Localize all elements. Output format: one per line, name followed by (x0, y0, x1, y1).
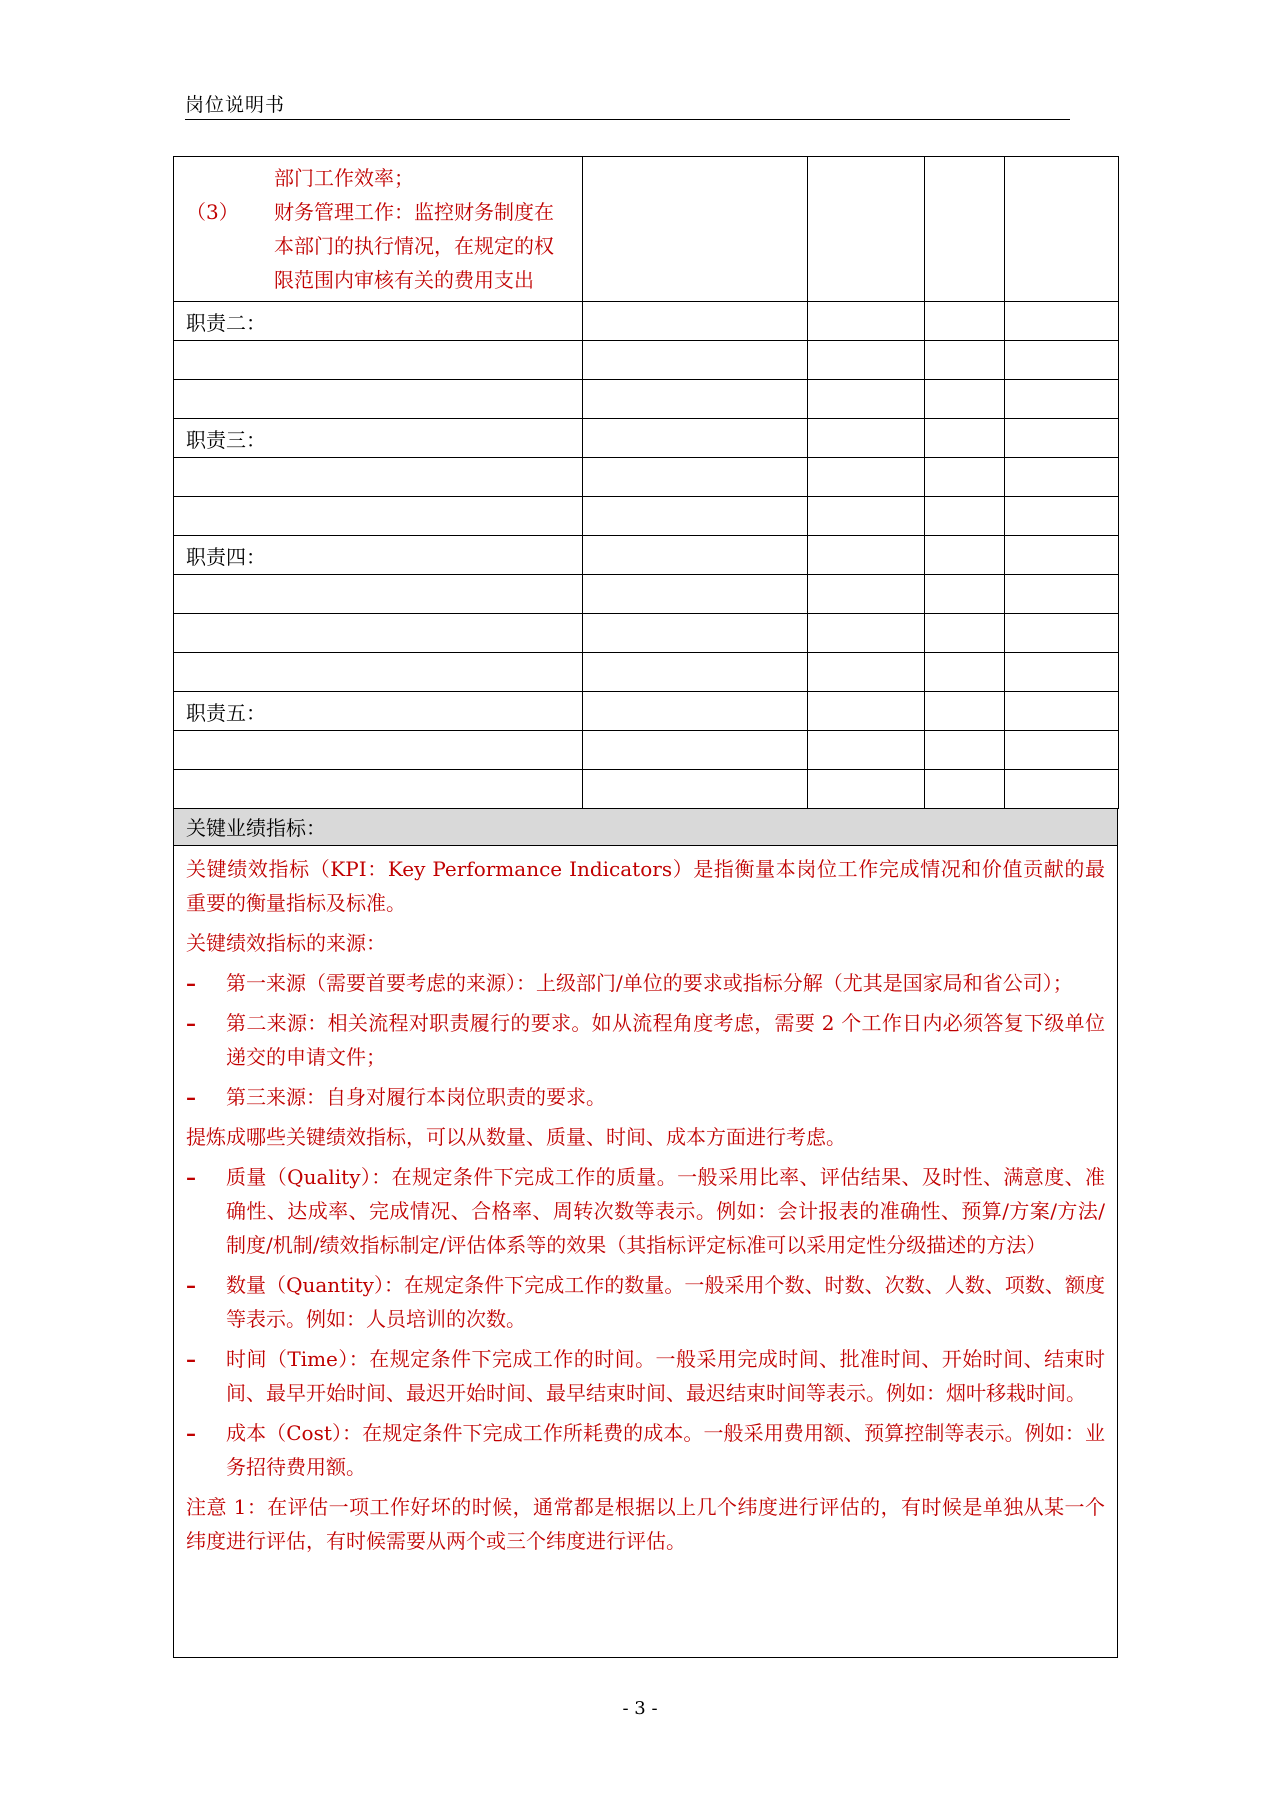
page-number: - 3 - (622, 1698, 658, 1719)
dimension-cost: 成本（Cost）：在规定条件下完成工作所耗费的成本。一般采用费用额、预算控制等表示。例如：业务招待费用额。 (226, 1421, 1105, 1479)
source-2: 第二来源：相关流程对职责履行的要求。如从流程角度考虑，需要 2 个工作日内必须答复下级单位递交的申请文件； (226, 1011, 1105, 1069)
dash-bullet-icon: – (186, 1273, 196, 1297)
duty1-line-3: 本部门的执行情况，在规定的权 (274, 234, 554, 258)
source-1: 第一来源（需要首要考虑的来源）：上级部门/单位的要求或指标分解（尤其是国家局和省公司）； (226, 971, 1073, 995)
header-divider (185, 119, 1070, 120)
table-row (174, 770, 1119, 809)
dimension-quality: 质量（Quality）：在规定条件下完成工作的质量。一般采用比率、评估结果、及时性、满意度、准确性、达成率、完成情况、合格率、周转次数等表示。例如：会计报表的准确性、预算/方案/方法/制度/机制/绩效指标制定/评估体系等的效果（其指标评定标准可以采用定性分级描述的方法） (226, 1165, 1105, 1257)
duty5-label: 职责五： (174, 692, 583, 731)
list-item (186, 1006, 1105, 1074)
kpi-body (174, 846, 1117, 1558)
table-row (174, 575, 1119, 614)
dash-bullet-icon: – (186, 1085, 196, 1109)
duty1-line-2: 财务管理工作：监控财务制度在 (274, 200, 554, 224)
table-row (174, 536, 1119, 575)
duty-table (173, 156, 1119, 809)
source-3: 第三来源：自身对履行本岗位职责的要求。 (226, 1085, 606, 1109)
duty2-label: 职责二： (174, 302, 583, 341)
table-row (174, 692, 1119, 731)
dash-bullet-icon: – (186, 1421, 196, 1445)
kpi-section (173, 808, 1118, 1658)
list-item (186, 1080, 1105, 1114)
table-row (174, 341, 1119, 380)
table-row (174, 380, 1119, 419)
list-item (186, 1268, 1105, 1336)
table-row (174, 419, 1119, 458)
blank-cell (925, 157, 1005, 302)
list-item (186, 1416, 1105, 1484)
dash-bullet-icon: – (186, 1347, 196, 1371)
duty4-label: 职责四： (174, 536, 583, 575)
dash-bullet-icon: – (186, 1011, 196, 1035)
kpi-refine-text: 提炼成哪些关键绩效指标，可以从数量、质量、时间、成本方面进行考虑。 (186, 1125, 846, 1149)
duty1-detail-cell (174, 157, 583, 302)
dash-bullet-icon: – (186, 1165, 196, 1189)
dimension-time: 时间（Time）：在规定条件下完成工作的时间。一般采用完成时间、批准时间、开始时间、结束时间、最早开始时间、最迟开始时间、最早结束时间、最迟结束时间等表示。例如：烟叶移栽时间。 (226, 1347, 1105, 1405)
duty1-line-4: 限范围内审核有关的费用支出 (274, 268, 534, 292)
table-row (174, 458, 1119, 497)
blank-cell (583, 157, 808, 302)
blank-cell (1005, 157, 1119, 302)
table-row (174, 614, 1119, 653)
list-item (186, 966, 1105, 1000)
item-number: （3） (186, 200, 239, 224)
table-row (174, 653, 1119, 692)
document-header-title: 岗位说明书 (185, 94, 286, 116)
table-row (174, 497, 1119, 536)
kpi-sources-title: 关键绩效指标的来源： (186, 931, 386, 955)
duty1-line-1: 部门工作效率； (274, 166, 414, 190)
dimension-quantity: 数量（Quantity）：在规定条件下完成工作的数量。一般采用个数、时数、次数、人数、项数、额度等表示。例如：人员培训的次数。 (226, 1273, 1105, 1331)
kpi-intro: 关键绩效指标（KPI：Key Performance Indicators）是指衡量本岗位工作完成情况和价值贡献的最重要的衡量指标及标准。 (186, 857, 1105, 915)
kpi-heading: 关键业绩指标： (174, 808, 1117, 846)
list-item (186, 1342, 1105, 1410)
kpi-note: 注意 1：在评估一项工作好坏的时候，通常都是根据以上几个纬度进行评估的，有时候是单独从某一个纬度进行评估，有时候需要从两个或三个纬度进行评估。 (186, 1495, 1105, 1553)
table-row (174, 157, 1119, 302)
list-item (186, 1160, 1105, 1262)
dash-bullet-icon: – (186, 971, 196, 995)
table-row (174, 302, 1119, 341)
table-row (174, 731, 1119, 770)
blank-cell (808, 157, 925, 302)
duty3-label: 职责三： (174, 419, 583, 458)
